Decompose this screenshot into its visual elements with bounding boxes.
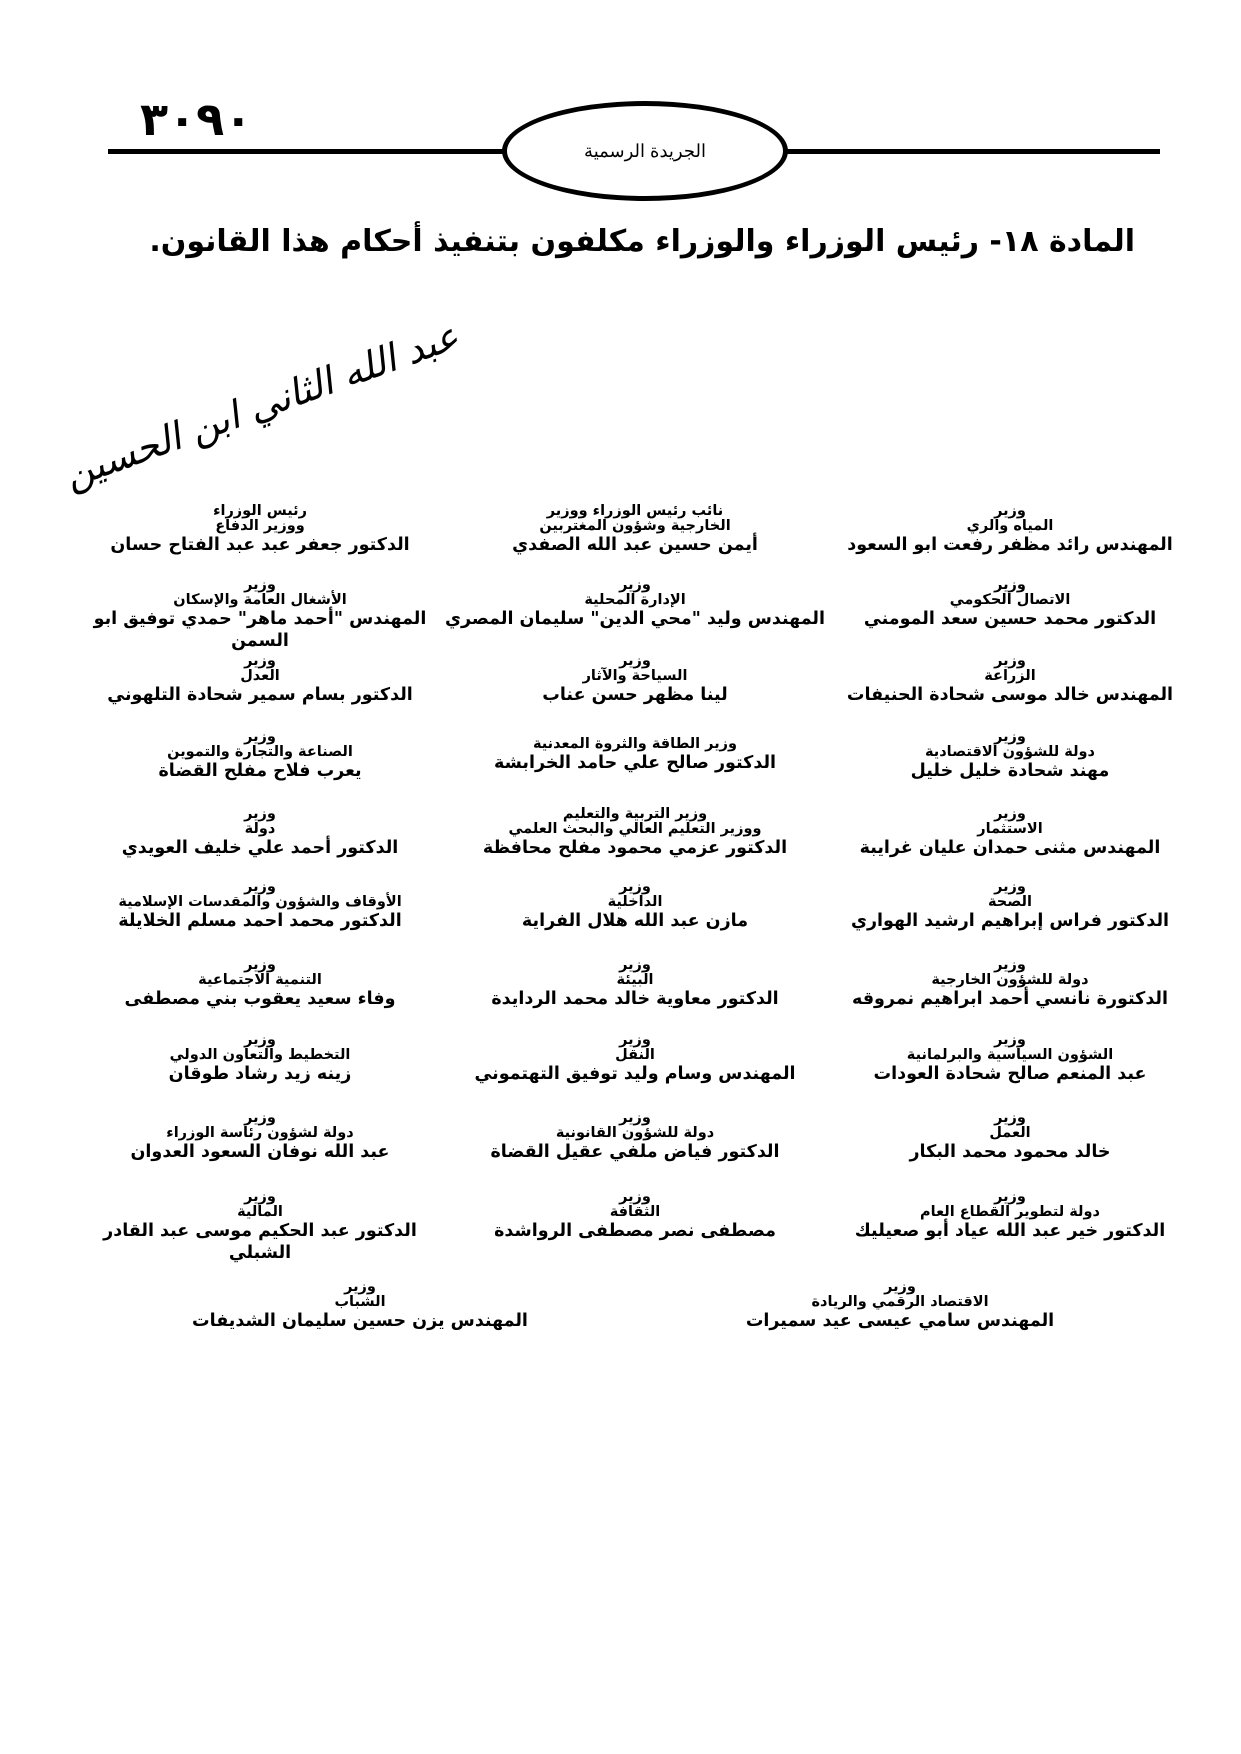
minister-title: الزراعة [984,668,1036,684]
minister-title: نائب رئيس الوزراء ووزير [546,503,724,519]
minister-title: وزير [994,1032,1026,1048]
minister-title: وزير [619,577,651,593]
minister-name: المهندس "أحمد ماهر" حمدي توفيق ابو السمن [93,609,427,651]
minister-name: المهندس وسام وليد توفيق التهتموني [474,1064,796,1084]
minister-name: الدكتور فياض ملفي عقيل القضاة [490,1142,780,1162]
minister-block [70,504,450,556]
minister-block [445,578,825,630]
minister-block [820,1033,1200,1085]
minister-name: مهند شحادة خليل خليل [910,761,1110,781]
minister-title: وزير [244,1032,276,1048]
minister-title: دولة للشؤون القانونية [555,1125,715,1141]
minister-title: وزير [994,577,1026,593]
minister-name: لينا مظهر حسن عناب [542,685,728,705]
minister-title: وزير [244,879,276,895]
minister-title: وزير [994,653,1026,669]
minister-block [70,1111,450,1163]
minister-title: دولة لتطوير القطاع العام [920,1204,1100,1220]
minister-title: وزير [244,1110,276,1126]
minister-title: المالية [237,1204,283,1220]
minister-title: وزير التربية والتعليم [562,806,708,822]
minister-block [820,1111,1200,1163]
minister-block [445,1190,825,1242]
minister-block [820,880,1200,932]
minister-title: وزير [994,729,1026,745]
minister-block [445,807,825,859]
minister-block [70,1033,450,1085]
minister-title: العدل [240,668,280,684]
minister-block [70,1190,450,1264]
minister-block [445,880,825,932]
minister-block [820,654,1200,706]
minister-title: دولة للشؤون الاقتصادية [925,744,1095,760]
minister-title: وزير [994,957,1026,973]
minister-name: المهندس خالد موسى شحادة الحنيفات [846,685,1174,705]
minister-block [70,958,450,1010]
minister-name: الدكتور جعفر عبد عبد الفتاح حسان [110,535,410,555]
minister-title: وزير [619,1110,651,1126]
minister-title: وزير [884,1279,916,1295]
minister-block [445,1033,825,1085]
minister-title: وزير [244,957,276,973]
minister-title: وزير [244,1189,276,1205]
minister-title: وزير [619,879,651,895]
article-text: المادة ١٨- رئيس الوزراء والوزراء مكلفون بتنفيذ أحكام هذا القانون. [149,224,1135,259]
minister-block [445,504,825,556]
minister-name: الدكتورة نانسي أحمد ابراهيم نمروقه [851,989,1169,1009]
minister-name: المهندس مثنى حمدان عليان غرايبة [859,838,1161,858]
minister-title: وزير [619,1189,651,1205]
minister-title: وزير الطاقة والثروة المعدنية [532,736,738,752]
minister-name: الدكتور أحمد علي خليف العويدي [121,838,399,858]
minister-name: الدكتور فراس إبراهيم ارشيد الهواري [850,911,1170,931]
minister-title: وزير [994,806,1026,822]
minister-block [70,807,450,859]
minister-name: الدكتور خير عبد الله عياد أبو صعيليك [854,1221,1166,1241]
minister-title: وزير [244,577,276,593]
minister-title: وزير [994,1110,1026,1126]
minister-title: وزير [344,1279,376,1295]
minister-name: الدكتور صالح علي حامد الخرابشة [493,753,777,773]
gazette-title-oval [502,101,788,201]
minister-title: الإدارة المحلية [584,592,686,608]
minister-title: وزير [619,1032,651,1048]
minister-block [445,958,825,1010]
gazette-title: الجريدة الرسمية [584,140,706,161]
minister-block [445,654,825,706]
minister-name: وفاء سعيد يعقوب بني مصطفى [124,989,396,1009]
minister-block [70,654,450,706]
minister-name: مازن عبد الله هلال الفراية [521,911,749,931]
minister-title: الشؤون السياسية والبرلمانية [906,1047,1114,1063]
minister-title: المياه والري [966,518,1054,534]
minister-title: ووزير الدفاع [215,518,305,534]
minister-name: مصطفى نصر مصطفى الرواشدة [494,1221,776,1241]
minister-title: الخارجية وشؤون المغتربين [539,518,731,534]
minister-block [445,737,825,774]
minister-title: التخطيط والتعاون الدولي [169,1047,351,1063]
minister-name: الدكتور معاوية خالد محمد الردايدة [491,989,779,1009]
minister-name: المهندس سامي عيسى عيد سميرات [745,1311,1055,1331]
minister-block [70,880,450,932]
minister-block [820,730,1200,782]
minister-block [820,504,1200,556]
minister-title: الاتصال الحكومي [949,592,1071,608]
minister-block [70,730,450,782]
minister-title: السياحة والآثار [582,668,688,684]
king-signature [58,313,465,498]
minister-name: يعرب فلاح مفلح القضاة [158,761,362,781]
minister-name: المهندس رائد مظفر رفعت ابو السعود [847,535,1173,555]
minister-name: زينه زيد رشاد طوقان [168,1064,352,1084]
minister-title: دولة للشؤون الخارجية [931,972,1089,988]
minister-title: دولة [244,821,276,837]
minister-name: الدكتور محمد حسين سعد المومني [863,609,1157,629]
minister-title: رئيس الوزراء [213,503,307,519]
minister-title: الأوقاف والشؤون والمقدسات الإسلامية [118,894,402,910]
minister-name: المهندس يزن حسين سليمان الشديفات [192,1311,528,1331]
minister-title: وزير [244,729,276,745]
minister-title: وزير [244,806,276,822]
minister-title: دولة لشؤون رئاسة الوزراء [166,1125,354,1141]
minister-name: عبد الله نوفان السعود العدوان [130,1142,390,1162]
minister-title: وزير [994,879,1026,895]
minister-title: الصحة [988,894,1032,910]
minister-name: الدكتور محمد احمد مسلم الخلايلة [118,911,402,931]
minister-block [820,1190,1200,1242]
minister-block [820,578,1200,630]
minister-block [820,807,1200,859]
minister-title: الثقافة [609,1204,661,1220]
minister-title: البيئة [616,972,654,988]
minister-title: الشباب [334,1294,386,1310]
minister-title: الأشغال العامة والإسكان [173,592,347,608]
minister-title: الاستثمار [977,821,1043,837]
minister-title: ووزير التعليم العالي والبحث العلمي [508,821,762,837]
minister-name: المهندس وليد "محي الدين" سليمان المصري [444,609,825,629]
minister-name: عبد المنعم صالح شحادة العودات [873,1064,1147,1084]
minister-title: وزير [619,957,651,973]
minister-title: العمل [989,1125,1031,1141]
minister-title: وزير [994,503,1026,519]
minister-title: الصناعة والتجارة والتموين [167,744,353,760]
minister-block [160,1280,560,1332]
minister-name: الدكتور عزمي محمود مفلح محافظة [482,838,788,858]
minister-title: وزير [244,653,276,669]
minister-name: الدكتور عبد الحكيم موسى عبد القادر الشبلي [103,1221,417,1263]
minister-title: الداخلية [607,894,663,910]
minister-title: النقل [615,1047,655,1063]
minister-name: الدكتور بسام سمير شحادة التلهوني [107,685,413,705]
signature-graphic [58,313,465,498]
minister-title: التنمية الاجتماعية [198,972,322,988]
minister-name: خالد محمود محمد البكار [909,1142,1111,1162]
page-number: ٣٠٩٠ [140,92,253,146]
minister-title: الاقتصاد الرقمي والريادة [811,1294,989,1310]
minister-block [445,1111,825,1163]
svg-text:عبد الله الثاني ابن الحسين: عبد الله الثاني ابن الحسين [58,313,465,498]
minister-name: أيمن حسين عبد الله الصفدي [512,535,758,555]
minister-title: وزير [619,653,651,669]
minister-block [70,578,450,652]
minister-block [820,958,1200,1010]
minister-block [700,1280,1100,1332]
minister-title: وزير [994,1189,1026,1205]
